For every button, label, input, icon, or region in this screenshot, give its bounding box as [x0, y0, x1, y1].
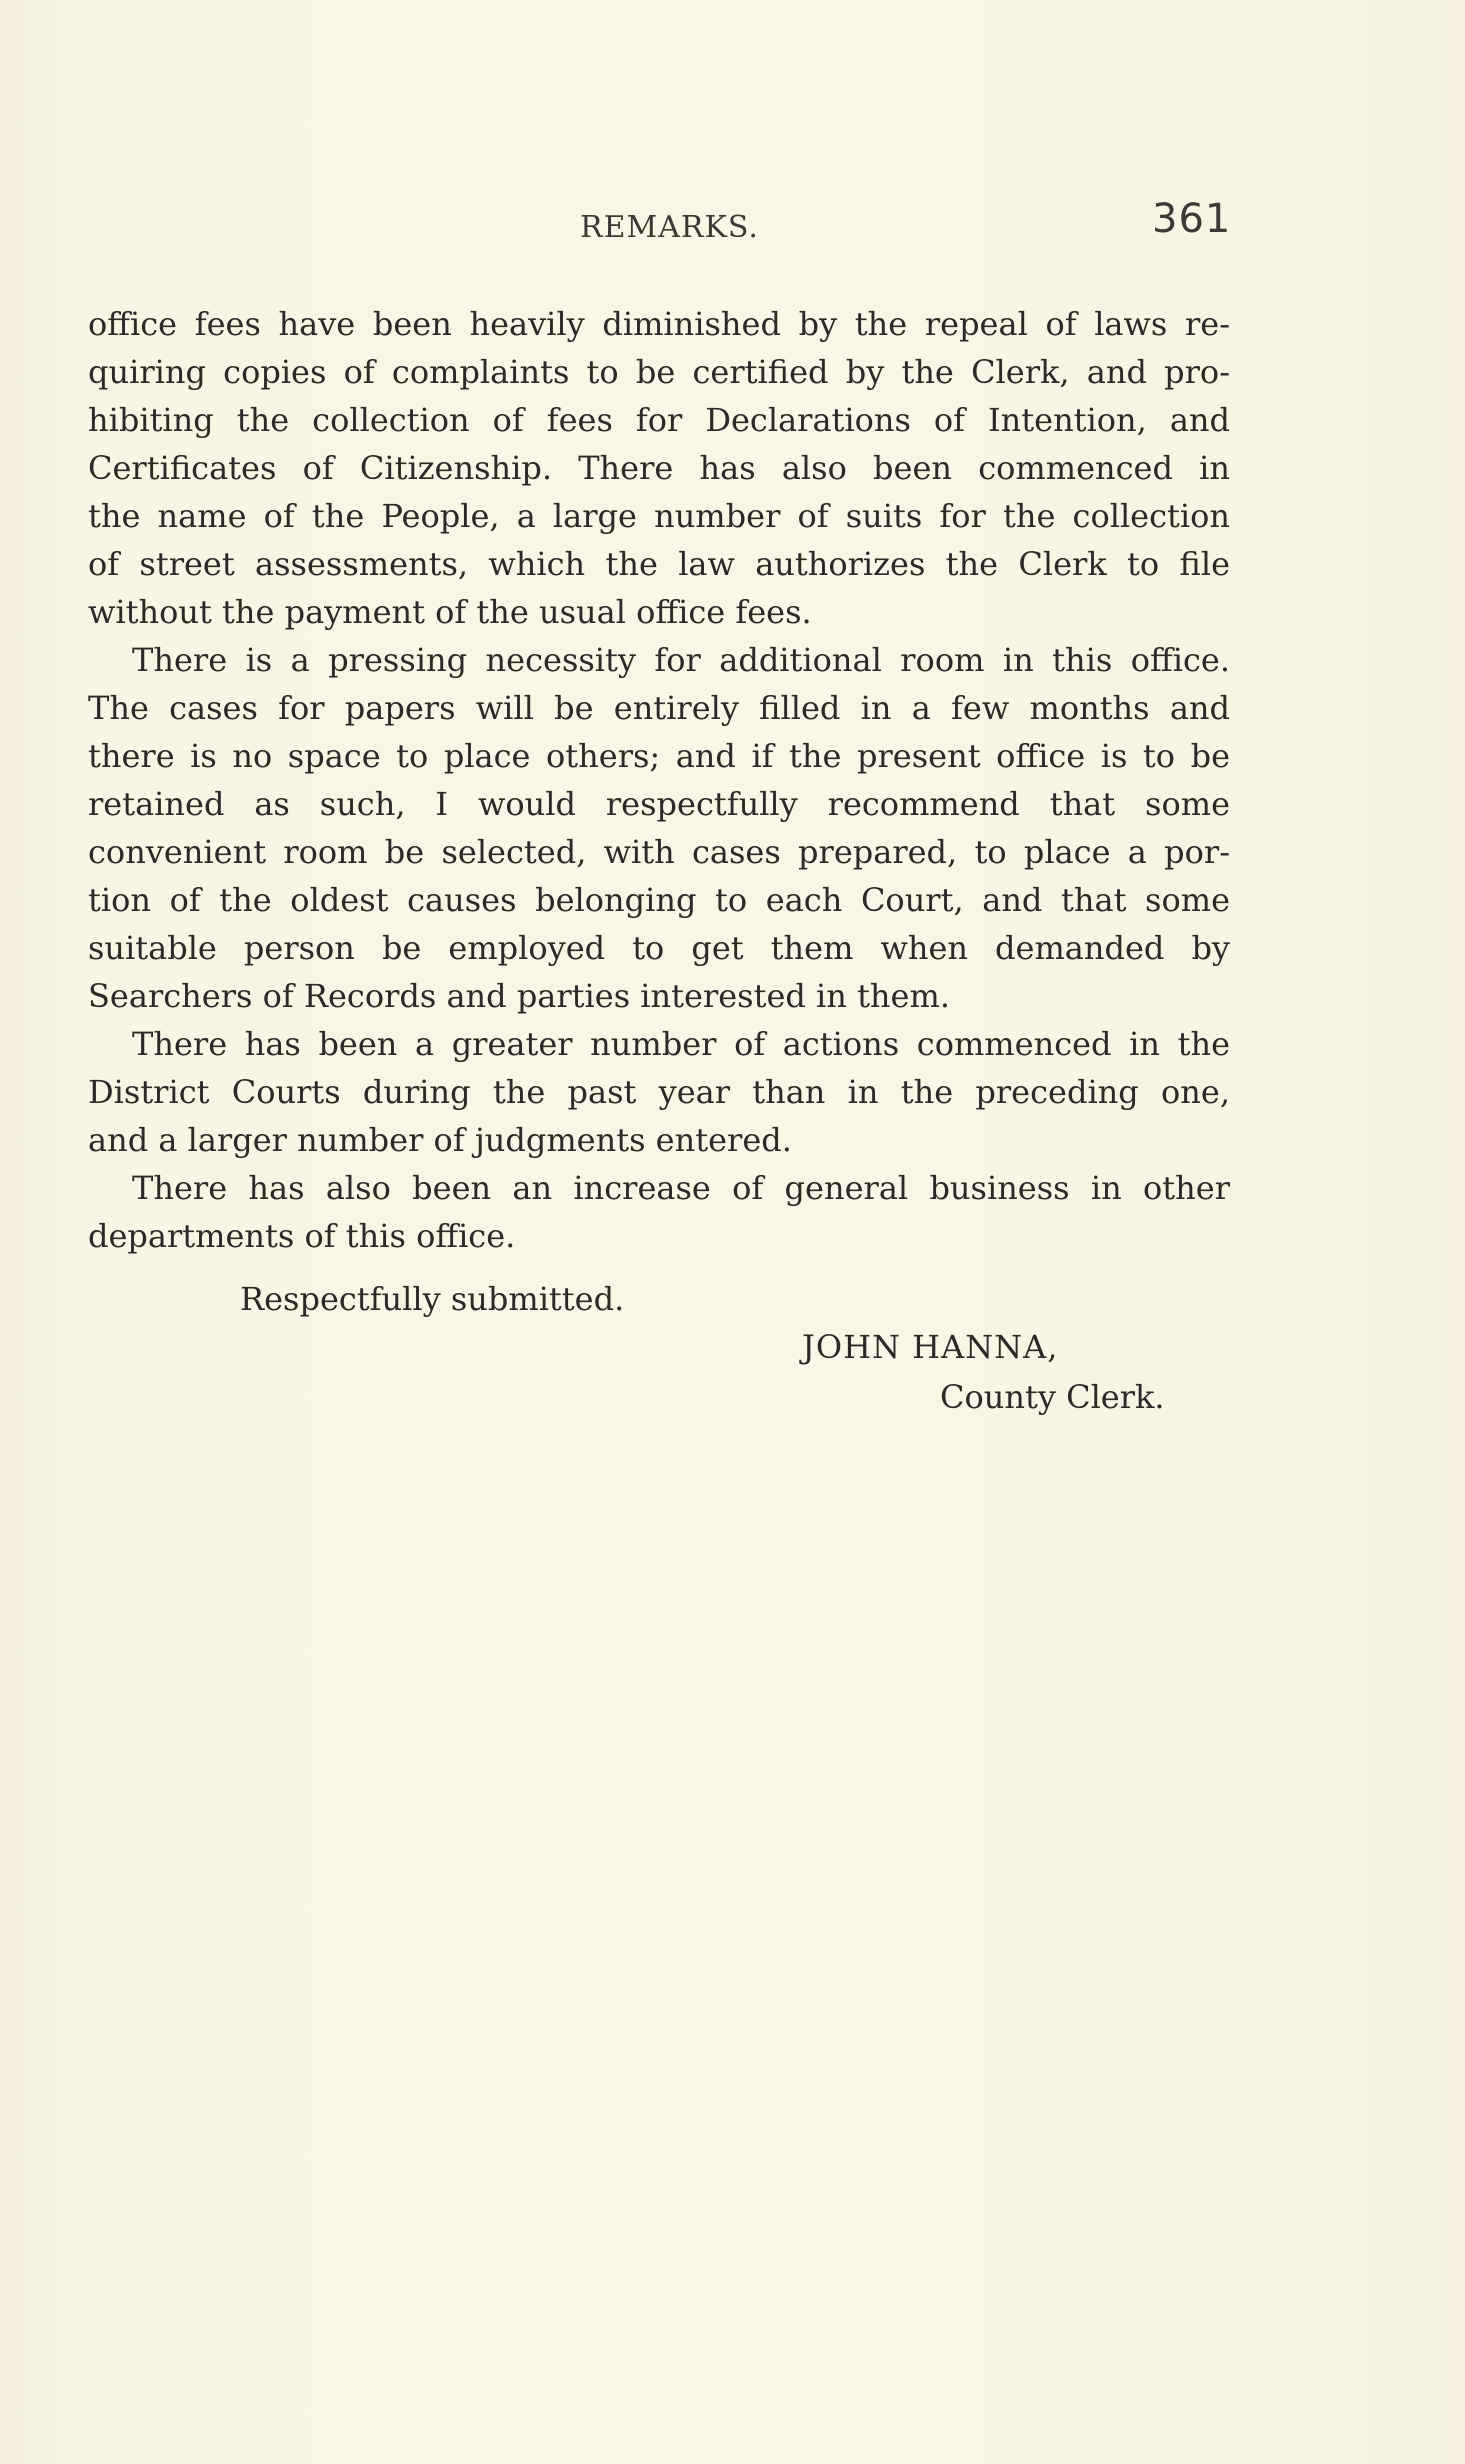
text-line: without the payment of the usual office fees.	[88, 593, 812, 631]
text-line: Searchers of Records and parties interested in them.	[88, 977, 950, 1015]
text-line: hibiting the collection of fees for Declarations of Intention, and	[88, 401, 1230, 439]
paragraph	[88, 1020, 1230, 1164]
text-line: There has been a greater number of actions commenced in the	[132, 1025, 1230, 1063]
text-line: District Courts during the past year than in the preceding one,	[88, 1073, 1230, 1111]
text-line: the name of the People, a large number of suits for the collection	[88, 497, 1230, 535]
text-line: retained as such, I would respectfully recommend that some	[88, 785, 1230, 823]
text-line: convenient room be selected, with cases prepared, to place a por-	[88, 833, 1230, 871]
text-line: There has also been an increase of general business in other	[132, 1169, 1230, 1207]
closing-salutation: Respectfully submitted.	[240, 1280, 625, 1318]
body-text	[88, 300, 1230, 1260]
signer-name: JOHN HANNA,	[802, 1328, 1059, 1366]
text-line: there is no space to place others; and if the present office is to be	[88, 737, 1230, 775]
paragraph	[88, 1164, 1230, 1260]
text-line: Certificates of Citizenship. There has also been commenced in	[88, 449, 1230, 487]
paragraph	[88, 636, 1230, 1020]
text-line: There is a pressing necessity for additional room in this office.	[132, 641, 1230, 679]
text-line: suitable person be employed to get them when demanded by	[88, 929, 1230, 967]
page-header	[0, 196, 1465, 256]
text-line: office fees have been heavily diminished by the repeal of laws re-	[88, 305, 1230, 343]
page-number: 361	[1152, 196, 1232, 242]
text-line: departments of this office.	[88, 1217, 516, 1255]
paragraph	[88, 300, 1230, 636]
text-line: quiring copies of complaints to be certified by the Clerk, and pro-	[88, 353, 1230, 391]
text-line: tion of the oldest causes belonging to each Court, and that some	[88, 881, 1230, 919]
text-line: The cases for papers will be entirely filled in a few months and	[88, 689, 1230, 727]
signer-title: County Clerk.	[940, 1378, 1165, 1416]
text-line: and a larger number of judgments entered.	[88, 1121, 792, 1159]
text-line: of street assessments, which the law authorizes the Clerk to file	[88, 545, 1230, 583]
closing-block	[0, 1275, 1465, 1435]
running-head: REMARKS.	[580, 210, 759, 245]
